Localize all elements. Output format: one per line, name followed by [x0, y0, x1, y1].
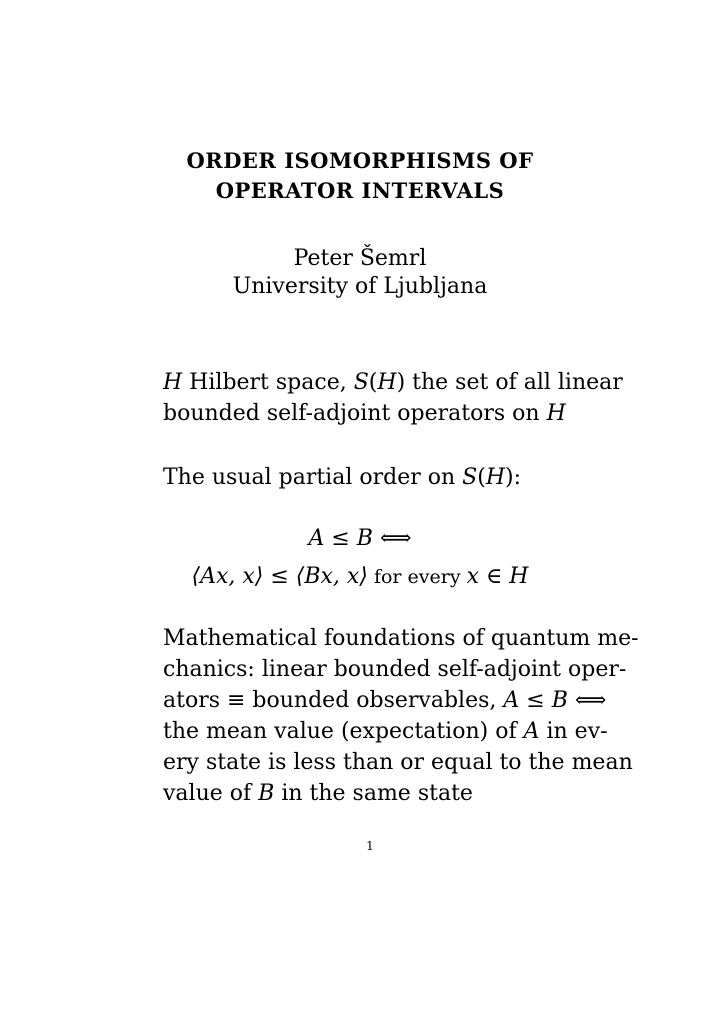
- order-equivalence-formula: A ≤ B ⟺: [308, 526, 412, 551]
- partial-order-line: The usual partial order on S(H):: [163, 465, 522, 490]
- definition-line-1: H Hilbert space, S(H) the set of all linear: [163, 370, 623, 395]
- page-number: 1: [366, 839, 374, 853]
- inner-product-inequality: ⟨Ax, x⟩ ≤ ⟨Bx, x⟩: [191, 564, 368, 589]
- qm-line-2: chanics: linear bounded self-adjoint oper-: [163, 657, 627, 682]
- qm-line-4: the mean value (expectation) of A in ev-: [163, 719, 608, 744]
- author-name: Peter Šemrl: [293, 246, 427, 271]
- definition-line-2: bounded self-adjoint operators on H: [163, 401, 566, 426]
- for-every-text: for every: [367, 566, 467, 588]
- author-affiliation: University of Ljubljana: [232, 274, 488, 299]
- qm-line-3: ators ≡ bounded observables, A ≤ B ⟺: [163, 688, 607, 713]
- membership-formula: x ∈ H: [466, 564, 529, 589]
- qm-line-6: value of B in the same state: [163, 781, 473, 806]
- qm-line-5: ery state is less than or equal to the mean: [163, 750, 633, 775]
- title-line-2: OPERATOR INTERVALS: [215, 178, 505, 203]
- inner-product-formula: [0, 566, 720, 588]
- qm-line-1: Mathematical foundations of quantum me-: [163, 626, 639, 651]
- title-line-1: ORDER ISOMORPHISMS OF: [186, 148, 534, 173]
